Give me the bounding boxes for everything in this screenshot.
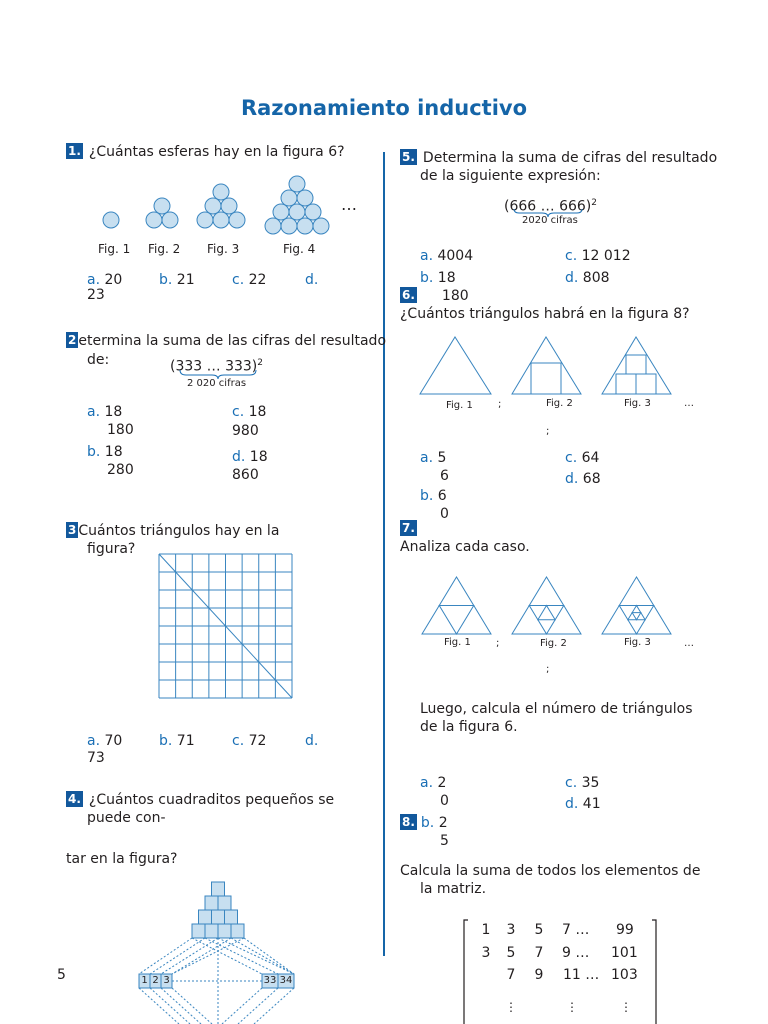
q5-option-a[interactable]: a. 4004 [420, 248, 474, 264]
page-number: 5 [57, 967, 66, 983]
q8-number: 8. [402, 815, 415, 829]
q8-vdots-c5: ⋮ [620, 1000, 632, 1014]
q3-option-d[interactable]: d. [305, 733, 319, 749]
q7-question-line1: Luego, calcula el número de triángulos [420, 701, 693, 717]
q1-question-text: ¿Cuántas esferas hay en la figura 6? [88, 144, 345, 160]
q6-option-b[interactable]: b. 6 [420, 488, 447, 504]
q5-question-line1: 5. Determina la suma de cifras del resultado [402, 150, 718, 166]
q2-question-line1: 2 etermina la suma de las cifras del resultado [68, 333, 387, 349]
q1-fig-label-1: Fig. 1 [98, 242, 131, 256]
q6-option-b-line2: 0 [440, 506, 449, 522]
q2-option-d[interactable]: d. 18 [232, 449, 268, 465]
q1-option-d[interactable]: d. [305, 272, 319, 288]
q6-ellipsis: … [684, 398, 694, 409]
q7-fig-label-2: Fig. 2 [540, 638, 567, 649]
q2-option-c-line2: 980 [232, 423, 259, 439]
q6-option-a[interactable]: a. 5 [420, 450, 447, 466]
q7-number: 7. [402, 521, 415, 535]
q4-left-cell-2: 2 [152, 975, 159, 986]
q7-question-line2: de la figura 6. [420, 719, 518, 735]
q3-question-line1: 3 Cuántos triángulos hay en la [68, 523, 280, 539]
q3-option-b[interactable]: b. 71 [159, 733, 195, 749]
q3-option-d-value: 73 [87, 750, 105, 766]
q7-option-a-line2: 0 [440, 793, 449, 809]
q4-number: 4. [68, 792, 81, 806]
q6-option-c[interactable]: c. 64 [565, 450, 600, 466]
page-title: Razonamiento inductivo [240, 96, 528, 120]
q8-cell-r1-c2: 3 [506, 922, 516, 938]
q1-ellipsis: … [341, 195, 357, 214]
q2-option-a-line2: 180 [107, 422, 134, 438]
q2-option-b[interactable]: b. 18 [87, 444, 123, 460]
q6-fig-label-1: Fig. 1 [446, 400, 473, 411]
q5-option-d[interactable]: d. 808 [565, 270, 610, 286]
q7-instruction: Analiza cada caso. [400, 539, 530, 555]
q8-cell-r2-c3: 7 [534, 945, 544, 961]
q5-question-line2: de la siguiente expresión: [420, 168, 601, 184]
q8-cell-r3-c5: 103 [611, 967, 638, 983]
q6-option-a-line2: 6 [440, 468, 449, 484]
q8-cell-r1-c3: 5 [534, 922, 544, 938]
q7-fig-label-1: Fig. 1 [444, 637, 471, 648]
q6-option-d[interactable]: d. 68 [565, 471, 601, 487]
q8-cell-r3-c2: 7 [506, 967, 516, 983]
q3-number: 3 [68, 523, 77, 537]
q4-right-cell-34: 34 [279, 975, 293, 986]
q3-option-c[interactable]: c. 72 [232, 733, 267, 749]
q8-cell-r2-c4: 9 … [562, 945, 590, 961]
q1-fig-label-4: Fig. 4 [283, 242, 316, 256]
q2-option-b-line2: 280 [107, 462, 134, 478]
q6-semicolon-1: ; [498, 399, 502, 410]
q7-option-b-row[interactable]: 8. b. 2 [402, 815, 448, 831]
q2-brace-label: 2 020 cifras [187, 378, 247, 389]
q6-fig-label-3: Fig. 3 [624, 398, 651, 409]
q8-cell-r1-c4: 7 … [562, 922, 590, 938]
q7-option-b-line2: 5 [440, 833, 449, 849]
q6-fig-label-2: Fig. 2 [546, 398, 573, 409]
q2-expression: (333 … 333)$^2$ [170, 358, 264, 375]
q8-question-line1: Calcula la suma de todos los elementos de [400, 863, 701, 879]
q1-option-c[interactable]: c. 22 [232, 272, 267, 288]
q2-option-a[interactable]: a. 18 [87, 404, 123, 420]
q1-option-a[interactable]: a. 20 [87, 272, 123, 288]
q8-cell-r3-c3: 9 [534, 967, 544, 983]
q8-cell-r2-c1: 3 [481, 945, 491, 961]
q7-semicolon-2: ; [546, 664, 550, 675]
q4-question-line2: puede con- [87, 810, 166, 826]
q6-question: ¿Cuántos triángulos habrá en la figura 8? [400, 306, 690, 322]
q7-option-c[interactable]: c. 35 [565, 775, 600, 791]
q6-number: 6. [402, 288, 415, 302]
q7-semicolon-1: ; [496, 638, 500, 649]
q7-option-d[interactable]: d. 41 [565, 796, 601, 812]
q8-cell-r3-c4: 11 … [563, 967, 600, 983]
q3-question-line2: figura? [87, 541, 136, 557]
q8-question-line2: la matriz. [420, 881, 487, 897]
q2-option-d-line2: 860 [232, 467, 259, 483]
q7-ellipsis: … [684, 638, 694, 649]
q1-fig-label-2: Fig. 2 [148, 242, 181, 256]
q2-question-line2: de: [87, 352, 110, 368]
q8-vdots-c2: ⋮ [505, 1000, 517, 1014]
q5-option-c[interactable]: c. 12 012 [565, 248, 631, 264]
q1-number: 1. [68, 144, 81, 158]
q3-option-a[interactable]: a. 70 [87, 733, 123, 749]
q1-fig-label-3: Fig. 3 [207, 242, 240, 256]
q5-number: 5. [402, 150, 415, 164]
q5-option-b[interactable]: b. 18 [420, 270, 456, 286]
q7-option-a[interactable]: a. 2 [420, 775, 447, 791]
q2-number: 2 [68, 333, 77, 347]
q8-cell-r2-c2: 5 [506, 945, 516, 961]
q6-semicolon-2: ; [546, 426, 550, 437]
q4-question-line1: 4. ¿Cuántos cuadraditos pequeños se [68, 792, 335, 808]
q2-option-c[interactable]: c. 18 [232, 404, 267, 420]
q4-right-cell-33: 33 [263, 975, 277, 986]
q5-extra-value: 180 [441, 288, 469, 304]
q4-left-cell-1: 1 [141, 975, 148, 986]
q8-cell-r1-c1: 1 [481, 922, 491, 938]
q5-brace-label: 2020 cifras [522, 215, 578, 226]
q8-cell-r2-c5: 101 [611, 945, 638, 961]
q4-left-cell-3: 3 [163, 975, 170, 986]
q1-option-d-value: 23 [87, 287, 105, 303]
q1-option-b[interactable]: b. 21 [159, 272, 195, 288]
q8-cell-r1-c5: 99 [616, 922, 634, 938]
q8-vdots-c4: ⋮ [566, 1000, 578, 1014]
q7-fig-label-3: Fig. 3 [624, 637, 651, 648]
q4-question-line3: tar en la figura? [66, 851, 178, 867]
q5-expression: (666 … 666)$^2$ [504, 198, 598, 215]
